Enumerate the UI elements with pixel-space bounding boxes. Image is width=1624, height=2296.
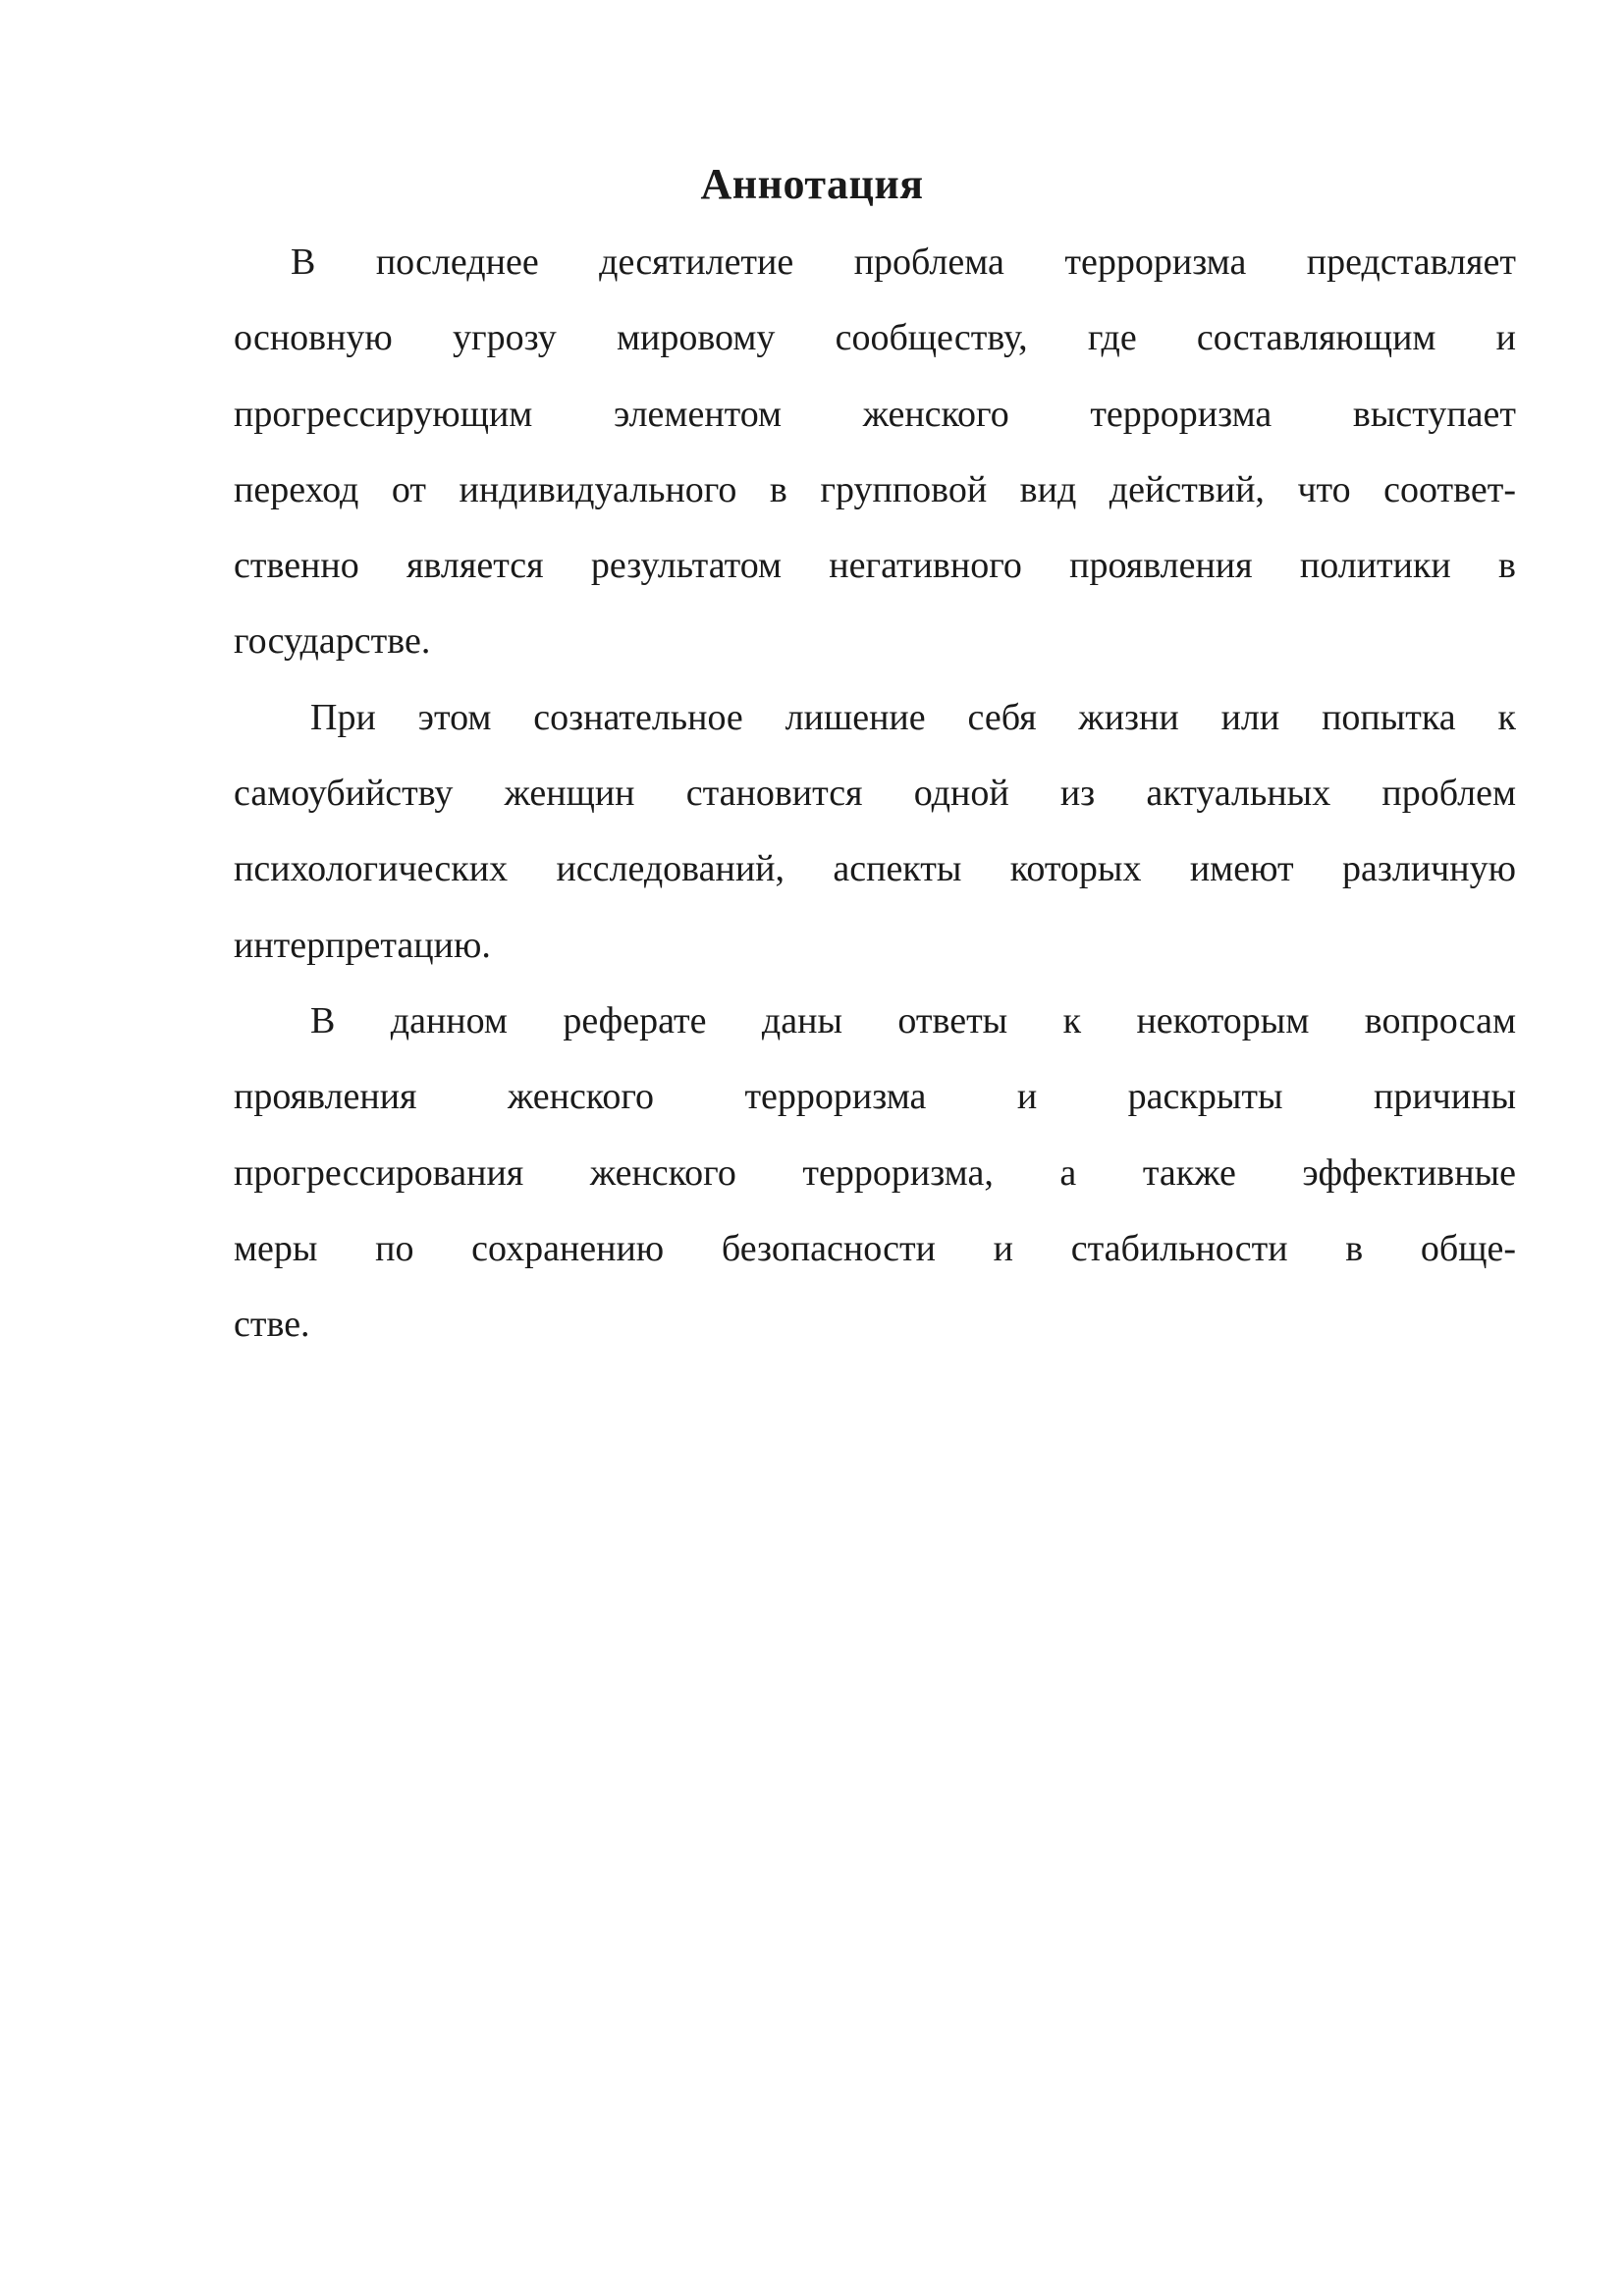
- text-line: В последнее десятилетие проблема терроризма представляет: [291, 241, 1516, 283]
- text-line: основную угрозу мировому сообществу, где составляющим и: [234, 317, 1516, 359]
- paragraph: [234, 687, 1516, 990]
- text-line: интерпретацию.: [234, 924, 491, 966]
- text-line: ственно является результатом негативного проявления политики в: [234, 545, 1516, 587]
- document-body: [234, 232, 1516, 1369]
- page-title: Аннотация: [700, 160, 924, 208]
- text-line: прогрессирования женского терроризма, а также эффективные: [234, 1151, 1516, 1194]
- paragraph: [234, 990, 1516, 1369]
- text-line: При этом сознательное лишение себя жизни или попытка к: [310, 696, 1516, 738]
- paragraph: [234, 232, 1516, 687]
- text-line: В данном реферате даны ответы к некоторым вопросам: [310, 999, 1516, 1041]
- text-line: государстве.: [234, 620, 431, 663]
- text-line: проявления женского терроризма и раскрыты причины: [234, 1076, 1516, 1118]
- text-line: прогрессирующим элементом женского терроризма выступает: [234, 393, 1516, 435]
- text-line: психологических исследований, аспекты которых имеют различную: [234, 848, 1516, 890]
- text-line: стве.: [234, 1304, 310, 1346]
- text-line: самоубийству женщин становится одной из актуальных проблем: [234, 773, 1516, 815]
- text-line: переход от индивидуального в групповой вид действий, что соответ-: [234, 468, 1516, 510]
- text-line: меры по сохранению безопасности и стабильности в обще-: [234, 1227, 1516, 1269]
